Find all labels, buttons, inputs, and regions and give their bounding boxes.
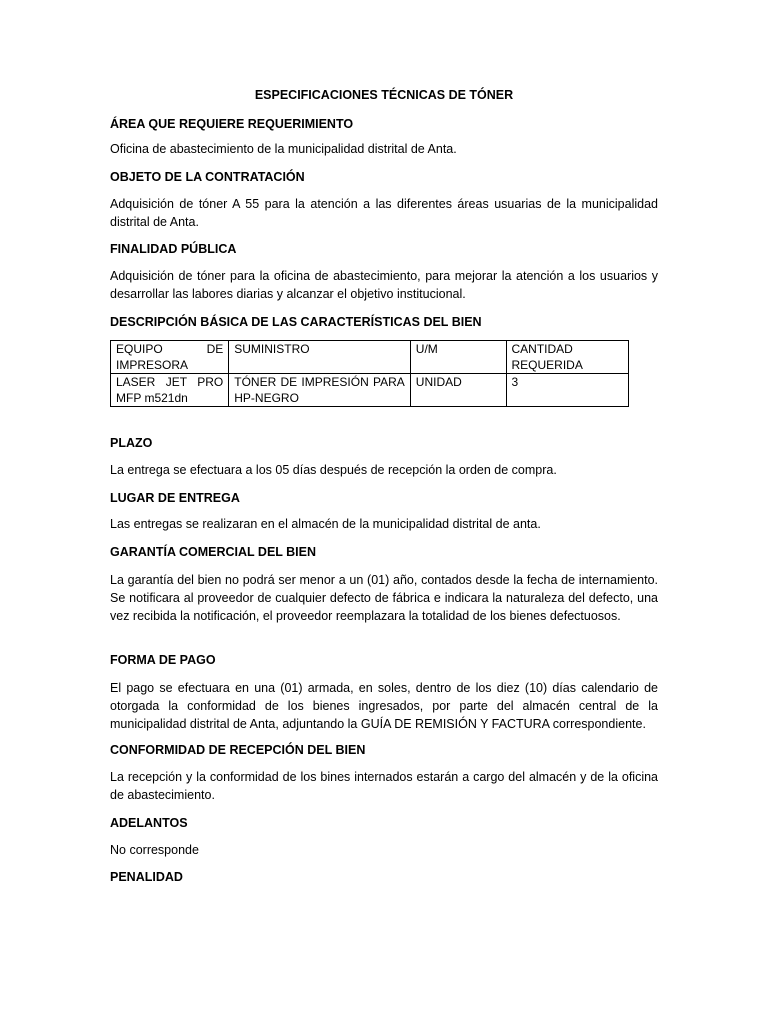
text-forma-pago: El pago se efectuara en una (01) armada, en soles, dentro de los diez (10) días calendario de otorgada la conformidad de los bienes ingresados, por parte del almacén central de la municipalidad distrital de Anta, adjuntando la GUÍA DE REMISIÓN Y FACTURA correspondiente. — [110, 681, 658, 731]
table-header-cell: SUMINISTRO — [229, 341, 411, 374]
heading-descripcion-bien: DESCRIPCIÓN BÁSICA DE LAS CARACTERÍSTICAS DEL BIEN — [110, 315, 482, 329]
text-garantia: La garantía del bien no podrá ser menor a un (01) año, contados desde la fecha de internamiento. Se notificara al proveedor de cualquier defecto de fábrica e indicara la naturaleza del defecto, una vez recibida la notificación, el proveedor reemplazara la totalidad de los bienes defectuosos. — [110, 573, 658, 623]
text-plazo: La entrega se efectuara a los 05 días después de recepción la orden de compra. — [110, 463, 557, 477]
spec-table — [110, 340, 629, 407]
text-conformidad: La recepción y la conformidad de los bines internados estarán a cargo del almacén y de la oficina de abastecimiento. — [110, 770, 658, 802]
heading-adelantos: ADELANTOS — [110, 816, 188, 830]
heading-penalidad: PENALIDAD — [110, 870, 183, 884]
text-area-requiere: Oficina de abastecimiento de la municipalidad distrital de Anta. — [110, 142, 457, 156]
table-row — [111, 374, 629, 407]
text-finalidad-publica: Adquisición de tóner para la oficina de abastecimiento, para mejorar la atención a los usuarios y desarrollar las labores diarias y alcanzar el objetivo institucional. — [110, 269, 658, 301]
heading-objeto-contratacion: OBJETO DE LA CONTRATACIÓN — [110, 170, 305, 184]
table-cell: LASER JET PRO MFP m521dn — [111, 374, 229, 407]
heading-garantia: GARANTÍA COMERCIAL DEL BIEN — [110, 545, 317, 559]
document-title: ESPECIFICACIONES TÉCNICAS DE TÓNER — [254, 88, 514, 102]
text-adelantos: No corresponde — [110, 843, 199, 857]
table-header-cell: CANTIDAD REQUERIDA — [506, 341, 629, 374]
heading-plazo: PLAZO — [110, 436, 153, 450]
table-header-cell: U/M — [410, 341, 506, 374]
text-objeto-contratacion: Adquisición de tóner A 55 para la atención a las diferentes áreas usuarias de la municipalidad distrital de Anta. — [110, 197, 658, 229]
table-cell: TÓNER DE IMPRESIÓN PARA HP-NEGRO — [229, 374, 411, 407]
heading-lugar-entrega: LUGAR DE ENTREGA — [110, 491, 240, 505]
heading-area-requiere: ÁREA QUE REQUIERE REQUERIMIENTO — [110, 117, 354, 131]
table-cell: UNIDAD — [410, 374, 506, 407]
heading-finalidad-publica: FINALIDAD PÚBLICA — [110, 242, 237, 256]
table-header-cell: EQUIPO DE IMPRESORA — [111, 341, 229, 374]
heading-forma-pago: FORMA DE PAGO — [110, 653, 216, 667]
text-lugar-entrega: Las entregas se realizaran en el almacén de la municipalidad distrital de anta. — [110, 517, 541, 531]
table-header-row — [111, 341, 629, 374]
table-cell: 3 — [506, 374, 629, 407]
heading-conformidad: CONFORMIDAD DE RECEPCIÓN DEL BIEN — [110, 743, 366, 757]
